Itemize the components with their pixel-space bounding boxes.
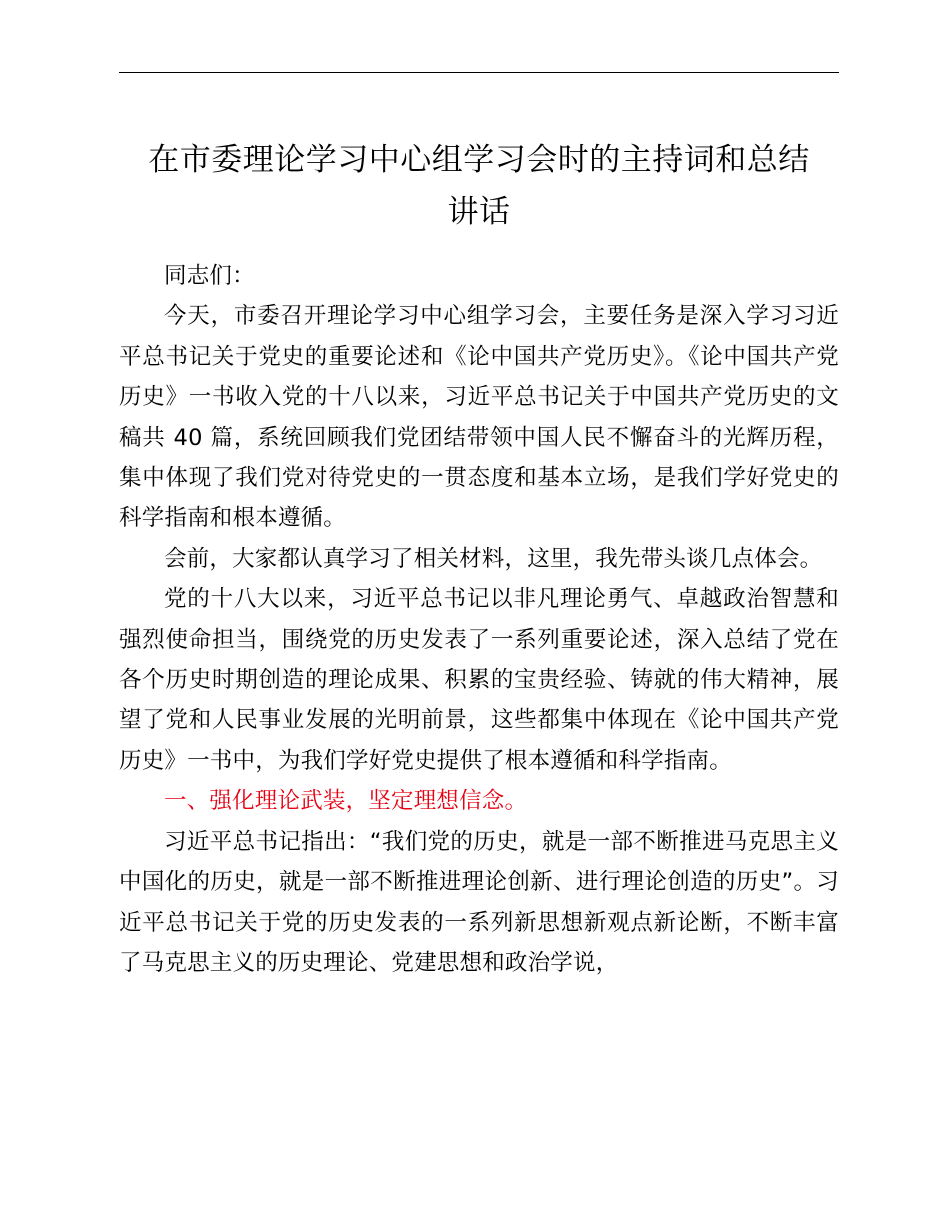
document-body: [119, 256, 839, 983]
section-heading-1: 一、强化理论武装，坚定理想信念。: [164, 788, 528, 815]
paragraph-overview: 党的十八大以来，习近平总书记以非凡理论勇气、卓越政治智慧和强烈使命担当，围绕党的历史发表了一系列重要论述，深入总结了党在各个历史时期创造的理论成果、积累的宝贵经验、铸就的伟大精神，展望了党和人民事业发展的光明前景，这些都集中体现在《论中国共产党历史》一书中，为我们学好党史提供了根本遵循和科学指南。: [119, 586, 839, 774]
paragraph-pre-meeting: 会前，大家都认真学习了相关材料，这里，我先带头谈几点体会。: [164, 545, 823, 572]
document-title: [119, 134, 839, 238]
paragraph-section-1: 习近平总书记指出：“我们党的历史，就是一部不断推进马克思主义中国化的历史，就是一部不断推进理论创新、进行理论创造的历史”。习近平总书记关于党的历史发表的一系列新思想新观点新论断，不断丰富了马克思主义的历史理论、党建思想和政治学说，: [119, 828, 839, 976]
paragraph-intro: 今天，市委召开理论学习中心组学习会，主要任务是深入学习习近平总书记关于党史的重要论述和《论中国共产党历史》。《论中国共产党历史》一书收入党的十八以来，习近平总书记关于中国共产党历史的文稿共 40 篇，系统回顾我们党团结带领中国人民不懈奋斗的光辉历程，集中体现了我们党对待党史的一贯态度和基本立场，是我们学好党史的科学指南和根本遵循。: [119, 303, 839, 532]
title-line-1: 在市委理论学习中心组学习会时的主持词和总结: [148, 142, 810, 178]
header-rule: [119, 72, 839, 73]
salutation: 同志们：: [164, 263, 255, 289]
title-line-2: 讲话: [447, 194, 511, 230]
